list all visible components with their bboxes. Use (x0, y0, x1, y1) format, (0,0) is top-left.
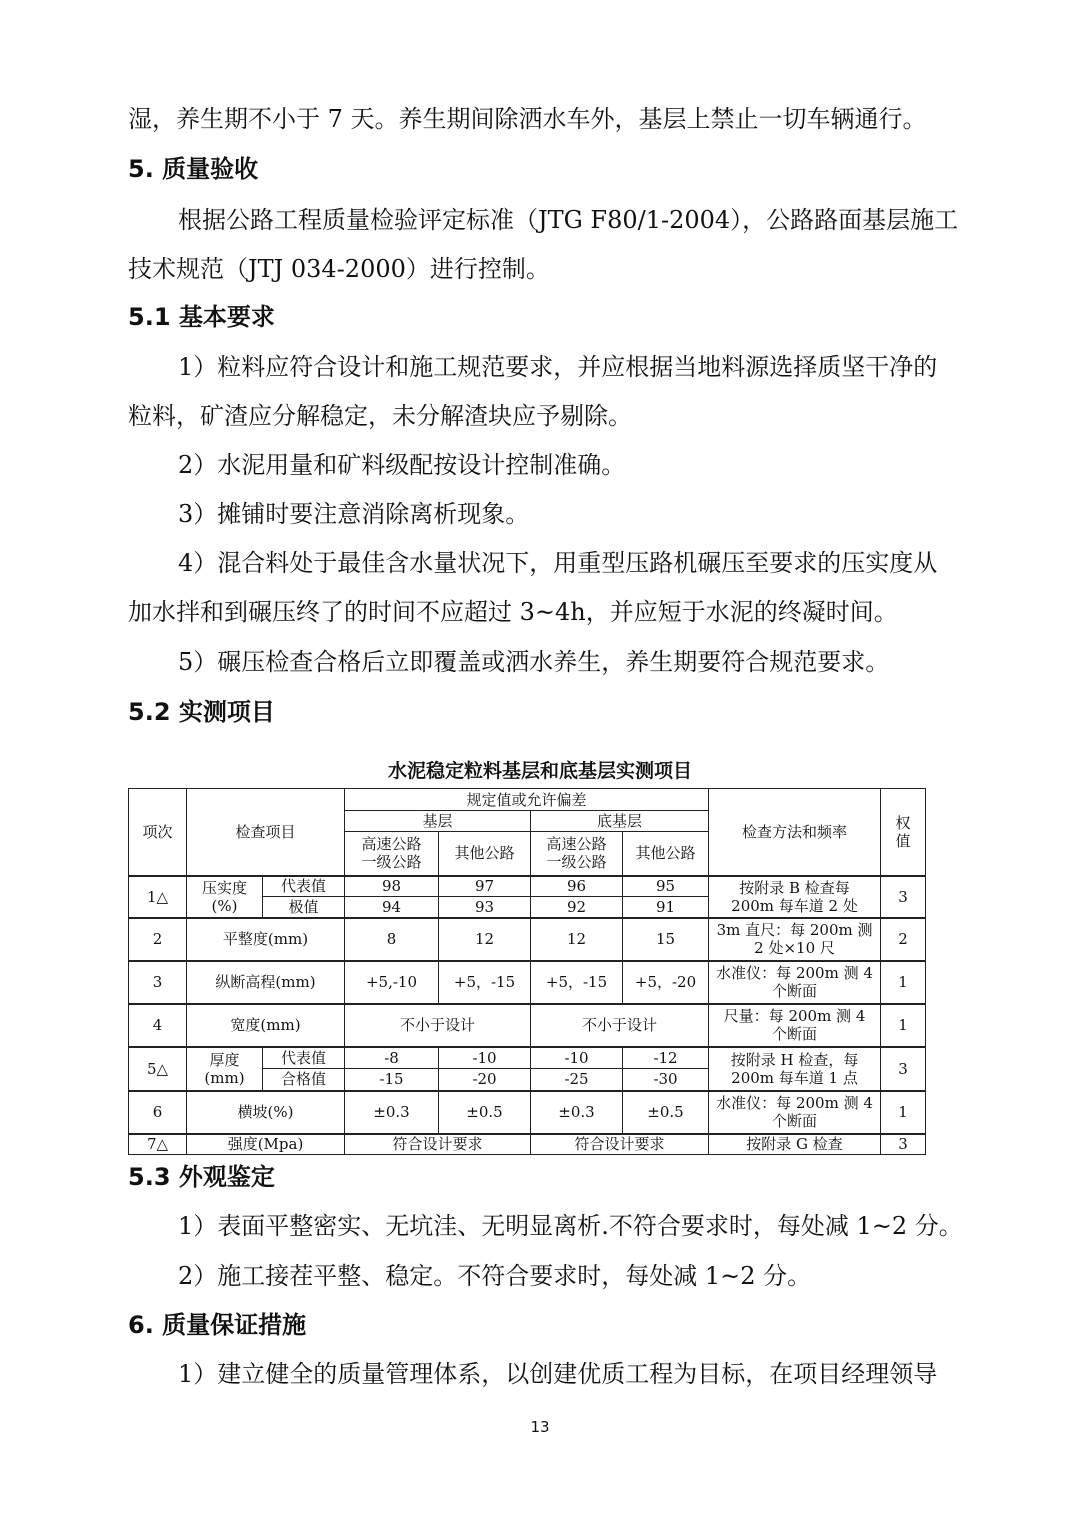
header-highway: 高速公路 一级公路 (345, 832, 439, 876)
cell-value: 不小于设计 (531, 1004, 709, 1047)
header-method: 检查方法和频率 (709, 789, 881, 876)
inspection-table (128, 788, 926, 1155)
header-spec: 规定值或允许偏差 (345, 789, 709, 811)
section-heading-5-3: 5.3 外观鉴定 (128, 1163, 275, 1191)
cell-item: 厚度 (mm) (187, 1047, 263, 1091)
cell-method: 尺量：每 200m 测 4 个断面 (709, 1004, 881, 1047)
cell-value: ±0.5 (623, 1091, 709, 1134)
cell-value: +5，-15 (531, 961, 623, 1004)
paragraph-line: 1）建立健全的质量管理体系，以创建优质工程为目标，在项目经理领导 (178, 1360, 938, 1388)
cell-value: 不小于设计 (345, 1004, 531, 1047)
paragraph-line: 粒料，矿渣应分解稳定，未分解渣块应予剔除。 (128, 402, 632, 430)
cell-value: 98 (345, 876, 439, 897)
cell-sub: 合格值 (263, 1069, 345, 1091)
cell-value: 91 (623, 897, 709, 918)
header-highway: 高速公路 一级公路 (531, 832, 623, 876)
cell-item: 宽度(mm) (187, 1004, 345, 1047)
table-title: 水泥稳定粒料基层和底基层实测项目 (387, 760, 692, 782)
cell-value: -10 (531, 1047, 623, 1069)
cell-value: 97 (439, 876, 531, 897)
cell-no: 6 (129, 1091, 187, 1134)
cell-value: -15 (345, 1069, 439, 1091)
cell-value: ±0.3 (531, 1091, 623, 1134)
cell-value: 93 (439, 897, 531, 918)
cell-value: 15 (623, 918, 709, 961)
cell-weight: 1 (881, 1004, 926, 1047)
cell-no: 1△ (129, 876, 187, 918)
cell-value: 92 (531, 897, 623, 918)
cell-method: 水准仪：每 200m 测 4 个断面 (709, 961, 881, 1004)
cell-sub: 代表值 (263, 876, 345, 897)
paragraph-line: 4）混合料处于最佳含水量状况下，用重型压路机碾压至要求的压实度从 (178, 549, 938, 577)
cell-item: 平整度(mm) (187, 918, 345, 961)
section-heading-5: 5. 质量验收 (128, 155, 259, 183)
cell-method: 按附录 G 检查 (709, 1134, 881, 1155)
paragraph-line: 2）水泥用量和矿料级配按设计控制准确。 (178, 451, 626, 479)
cell-weight: 1 (881, 961, 926, 1004)
cell-method: 按附录 B 检查每 200m 每车道 2 处 (709, 876, 881, 918)
cell-value: 94 (345, 897, 439, 918)
cell-no: 7△ (129, 1134, 187, 1155)
section-heading-6: 6. 质量保证措施 (128, 1311, 307, 1339)
paragraph-line: 3）摊铺时要注意消除离析现象。 (178, 500, 530, 528)
paragraph-line: 1）表面平整密实、无坑洼、无明显离析.不符合要求时，每处减 1~2 分。 (178, 1212, 963, 1240)
cell-value: 符合设计要求 (531, 1134, 709, 1155)
header-other: 其他公路 (623, 832, 709, 876)
cell-value: -30 (623, 1069, 709, 1091)
cell-no: 4 (129, 1004, 187, 1047)
cell-value: -10 (439, 1047, 531, 1069)
cell-item: 纵断高程(mm) (187, 961, 345, 1004)
cell-value: 8 (345, 918, 439, 961)
cell-item: 横坡(%) (187, 1091, 345, 1134)
cell-value: 96 (531, 876, 623, 897)
header-no: 项次 (129, 789, 187, 876)
header-subbase: 底基层 (531, 811, 709, 832)
cell-no: 3 (129, 961, 187, 1004)
header-other: 其他公路 (439, 832, 531, 876)
cell-value: +5,-10 (345, 961, 439, 1004)
page-number: 13 (530, 1418, 550, 1436)
paragraph-line: 技术规范（JTJ 034-2000）进行控制。 (128, 255, 550, 283)
cell-value: ±0.5 (439, 1091, 531, 1134)
cell-weight: 3 (881, 1134, 926, 1155)
cell-sub: 极值 (263, 897, 345, 918)
cell-value: ±0.3 (345, 1091, 439, 1134)
cell-method: 按附录 H 检查，每 200m 每车道 1 点 (709, 1047, 881, 1091)
cell-value: 95 (623, 876, 709, 897)
paragraph-line: 加水拌和到碾压终了的时间不应超过 3~4h，并应短于水泥的终凝时间。 (128, 598, 898, 626)
cell-weight: 2 (881, 918, 926, 961)
cell-value: -12 (623, 1047, 709, 1069)
cell-value: 12 (439, 918, 531, 961)
cell-value: -25 (531, 1069, 623, 1091)
cell-value: +5，-15 (439, 961, 531, 1004)
header-item: 检查项目 (187, 789, 345, 876)
section-heading-5-1: 5.1 基本要求 (128, 303, 275, 331)
cell-sub: 代表值 (263, 1047, 345, 1069)
cell-no: 2 (129, 918, 187, 961)
paragraph-line: 1）粒料应符合设计和施工规范要求，并应根据当地料源选择质坚干净的 (178, 353, 938, 381)
header-weight: 权 值 (881, 789, 926, 876)
cell-value: 符合设计要求 (345, 1134, 531, 1155)
paragraph-line: 根据公路工程质量检验评定标准（JTG F80/1-2004），公路路面基层施工 (178, 206, 959, 234)
header-base: 基层 (345, 811, 531, 832)
cell-method: 水准仪：每 200m 测 4 个断面 (709, 1091, 881, 1134)
cell-value: 12 (531, 918, 623, 961)
paragraph-line: 湿，养生期不小于 7 天。养生期间除洒水车外，基层上禁止一切车辆通行。 (128, 105, 927, 133)
cell-weight: 3 (881, 1047, 926, 1091)
cell-item: 强度(Mpa) (187, 1134, 345, 1155)
cell-value: +5，-20 (623, 961, 709, 1004)
cell-weight: 3 (881, 876, 926, 918)
cell-item: 压实度 (%) (187, 876, 263, 918)
cell-value: -8 (345, 1047, 439, 1069)
cell-value: -20 (439, 1069, 531, 1091)
cell-weight: 1 (881, 1091, 926, 1134)
paragraph-line: 2）施工接茬平整、稳定。不符合要求时，每处减 1~2 分。 (178, 1262, 812, 1290)
paragraph-line: 5）碾压检查合格后立即覆盖或洒水养生，养生期要符合规范要求。 (178, 648, 890, 676)
cell-no: 5△ (129, 1047, 187, 1091)
cell-method: 3m 直尺：每 200m 测 2 处×10 尺 (709, 918, 881, 961)
section-heading-5-2: 5.2 实测项目 (128, 698, 275, 726)
